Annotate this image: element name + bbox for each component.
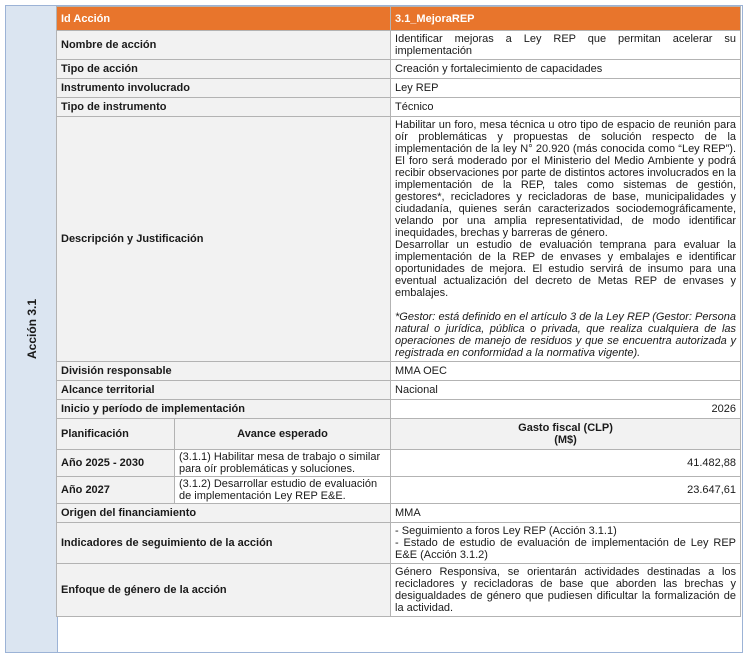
gasto-col-title: Gasto fiscal (CLP) xyxy=(518,422,613,434)
row-inicio xyxy=(57,400,741,419)
descripcion-value xyxy=(391,117,741,362)
row-origen xyxy=(57,504,741,523)
indicador-item: - Estado de estudio de evaluación de implementación de Ley REP E&E (Acción 3.1.2) xyxy=(395,537,737,561)
row-indicadores xyxy=(57,523,741,564)
sidebar-label: Acción 3.1 xyxy=(25,298,39,360)
planificacion-gasto: 23.647,61 xyxy=(391,477,741,504)
avance-col-label: Avance esperado xyxy=(175,419,391,450)
alcance-label: Alcance territorial xyxy=(57,381,391,400)
descripcion-paragraph-2: Desarrollar un estudio de evaluación temprana para evaluar la implementación de la REP de envases y embalajes e identificar oportunidades de mejora. El estudio servirá de insumo para una eventual actualización del decreto de Metas REP de envases y embalajes. xyxy=(395,239,737,299)
row-descripcion xyxy=(57,117,741,362)
descripcion-note: *Gestor: está definido en el artículo 3 de la Ley REP (Gestor: Persona natural o jurídica, pública o privada, que realiza cualquiera de las operaciones de manejo de residuos y que se encuentra autorizada y registrada en conformidad a la normativa vigente). xyxy=(395,311,737,359)
planificacion-row xyxy=(57,450,741,477)
row-nombre xyxy=(57,31,741,60)
inicio-label: Inicio y período de implementación xyxy=(57,400,391,419)
row-tipo-accion xyxy=(57,60,741,79)
row-tipo-instrumento xyxy=(57,98,741,117)
instrumento-value: Ley REP xyxy=(391,79,741,98)
sidebar xyxy=(6,6,58,652)
indicador-item: - Seguimiento a foros Ley REP (Acción 3.1.1) xyxy=(395,525,617,537)
nombre-label: Nombre de acción xyxy=(57,31,391,60)
instrumento-label: Instrumento involucrado xyxy=(57,79,391,98)
row-alcance xyxy=(57,381,741,400)
nombre-value: Identificar mejoras a Ley REP que permitan acelerar su implementación xyxy=(391,31,741,60)
tipo-accion-value: Creación y fortalecimiento de capacidades xyxy=(391,60,741,79)
descripcion-label: Descripción y Justificación xyxy=(57,117,391,362)
planificacion-header-row xyxy=(57,419,741,450)
division-value: MMA OEC xyxy=(391,362,741,381)
action-table xyxy=(56,6,741,617)
division-label: División responsable xyxy=(57,362,391,381)
planificacion-row xyxy=(57,477,741,504)
origen-label: Origen del financiamiento xyxy=(57,504,391,523)
gasto-col-unit: (M$) xyxy=(554,434,577,446)
indicadores-label: Indicadores de seguimiento de la acción xyxy=(57,523,391,564)
row-division xyxy=(57,362,741,381)
row-genero xyxy=(57,564,741,617)
planificacion-avance: (3.1.1) Habilitar mesa de trabajo o similar para oír problemáticas y soluciones. xyxy=(175,450,391,477)
planificacion-gasto: 41.482,88 xyxy=(391,450,741,477)
origen-value: MMA xyxy=(391,504,741,523)
planificacion-col-label: Planificación xyxy=(57,419,175,450)
indicadores-value xyxy=(391,523,741,564)
tipo-instrumento-label: Tipo de instrumento xyxy=(57,98,391,117)
header-row xyxy=(57,7,741,31)
row-instrumento xyxy=(57,79,741,98)
alcance-value: Nacional xyxy=(391,381,741,400)
genero-label: Enfoque de género de la acción xyxy=(57,564,391,617)
descripcion-paragraph-1: Habilitar un foro, mesa técnica u otro tipo de espacio de reunión para oír problemáticas y propuestas de solución respecto de la implementación de la ley N° 20.920 (más conocida como “Ley REP”). El foro será moderado por el Ministerio del Medio Ambiente y podrá recibir observaciones por parte de distintos actores involucrados en la implementación de la REP, tales como sistemas de gestión, gestores*, recicladores y recicladoras de base, municipalidades y ciudadanía, quienes serán caracterizados sociodemográficamente, velando por una amplia representatividad, de modo identificar inequidades, brechas y barreras de género. xyxy=(395,119,737,239)
planificacion-avance: (3.1.2) Desarrollar estudio de evaluación de implementación Ley REP E&E. xyxy=(175,477,391,504)
header-value: 3.1_MejoraREP xyxy=(391,7,741,31)
gasto-col-label xyxy=(391,419,741,450)
inicio-value: 2026 xyxy=(391,400,741,419)
planificacion-year: Año 2027 xyxy=(57,477,175,504)
header-label: Id Acción xyxy=(57,7,391,31)
planificacion-year: Año 2025 - 2030 xyxy=(57,450,175,477)
tipo-accion-label: Tipo de acción xyxy=(57,60,391,79)
genero-value: Género Responsiva, se orientarán actividades destinadas a los recicladores y recicladoras de base que aborden las brechas y desigualdades de género que pudiesen dificultar la formalización de la actividad. xyxy=(391,564,741,617)
tipo-instrumento-value: Técnico xyxy=(391,98,741,117)
